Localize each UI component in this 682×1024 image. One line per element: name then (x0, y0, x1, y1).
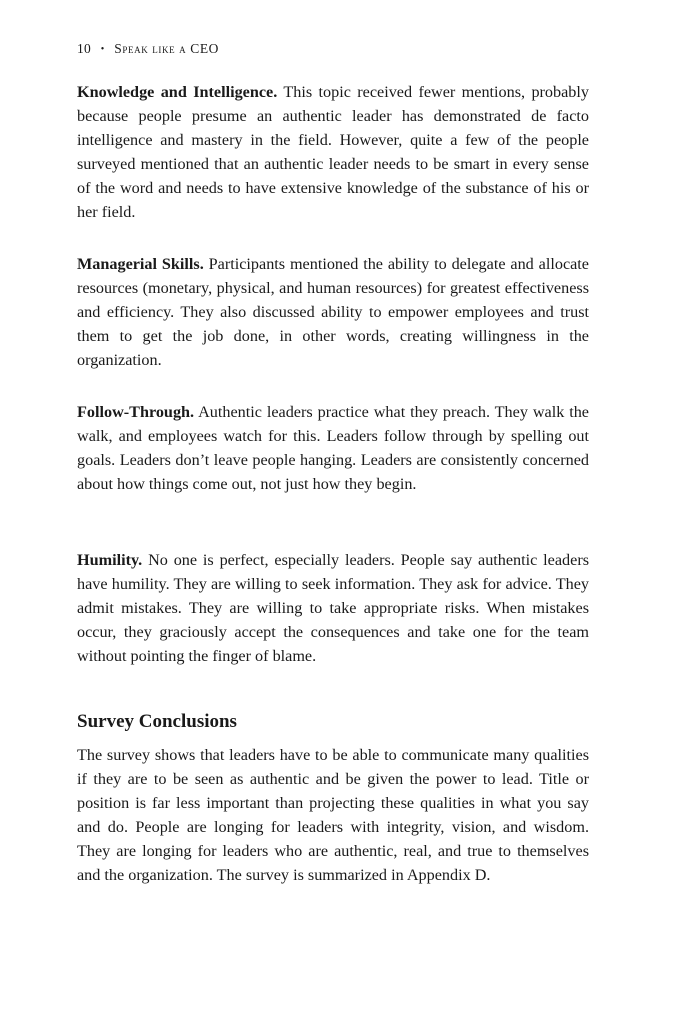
paragraph-text: No one is perfect, especially leaders. People say authentic leaders have humility. They are willing to seek information. They ask for advice. They admit mistakes. They are willing to take appropriate risks. When mistakes occur, they graciously accept the consequences and take one for the team without pointing the finger of blame. (77, 551, 590, 666)
paragraph-lead: Managerial Skills. (77, 255, 204, 273)
paragraph-humility (77, 548, 589, 668)
paragraph-text: This topic received fewer mentions, probably because people presume an authentic leader has demonstrated de facto intelligence and mastery in the field. However, quite a few of the people surveyed mentioned that an authentic leader needs to be smart in every sense of the word and needs to have extensive knowledge of the substance of his or her field. (77, 83, 589, 222)
section-heading: Survey Conclusions (77, 711, 237, 732)
paragraph-lead: Humility. (77, 551, 143, 569)
running-head (77, 41, 219, 57)
bullet-separator: • (100, 44, 105, 55)
paragraph-lead: Follow-Through. (77, 403, 195, 421)
paragraph-lead: Knowledge and Intelligence. (77, 83, 278, 101)
paragraph-knowledge-intelligence (77, 80, 589, 225)
paragraph-follow-through (77, 400, 589, 496)
paragraph-text: Participants mentioned the ability to delegate and allocate resources (monetary, physical, and human resources) for greatest effectiveness and efficiency. They also discussed ability to empower employees and trust them to get the job done, in other words, creating willingness in the organization. (77, 255, 589, 370)
page-number: 10 (77, 41, 92, 56)
paragraph-text: Authentic leaders practice what they preach. They walk the walk, and employees watch for this. Leaders follow through by spelling out goals. Leaders don’t leave people hanging. Leaders are consistently concerned about how things come out, not just how they begin. (77, 403, 589, 494)
paragraph-text: The survey shows that leaders have to be able to communicate many qualities if they are to be seen as authentic and be given the power to lead. Title or position is far less important than projecting these qualities in what you say and do. People are longing for leaders with integrity, vision, and wisdom. They are longing for leaders who are authentic, real, and true to themselves and the organization. The survey is summarized in Appendix D. (77, 746, 589, 885)
book-title: Speak like a CEO (114, 41, 220, 56)
paragraph-survey-conclusions (77, 743, 589, 888)
paragraph-managerial-skills (77, 252, 589, 372)
